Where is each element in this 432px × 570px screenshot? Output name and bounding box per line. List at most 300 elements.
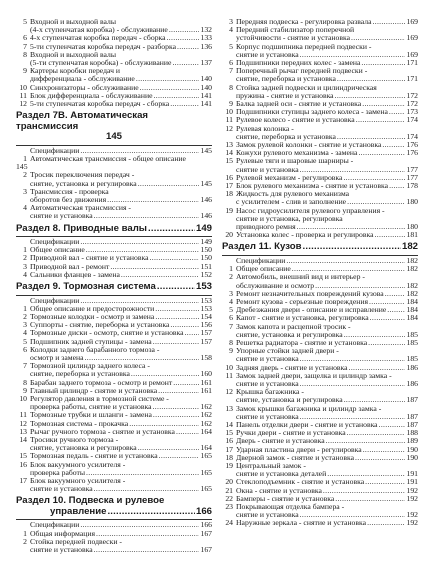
entry-number: 16: [225, 172, 233, 182]
entry-text: [236, 231, 418, 239]
entry-title: Подшипники ступицы заднего колеса - замена: [236, 107, 388, 117]
dot-leader: [358, 149, 405, 157]
section-page-number: 149: [195, 222, 212, 234]
entry-title: дифференциала - обслуживание: [30, 74, 135, 84]
page-number: 169: [406, 17, 418, 26]
entry-title: снятие и установка: [30, 545, 93, 555]
entry-number: 8: [23, 377, 27, 387]
toc-entry: [222, 347, 418, 363]
dot-leader: [107, 507, 195, 518]
page-number: 169: [406, 33, 418, 43]
entry-number: 7: [23, 361, 27, 371]
section-page-number: 153: [195, 281, 212, 293]
entry-number: 6: [23, 33, 27, 43]
toc-entry: [16, 271, 212, 279]
entry-title: Рулевая колонка -: [236, 123, 294, 133]
page-number: 187: [406, 395, 418, 405]
dot-leader: [361, 59, 405, 67]
entry-title: Сальники фланцев - замена: [30, 269, 120, 279]
entry-number: 2: [23, 170, 27, 180]
entry-number: 2: [23, 311, 27, 321]
dot-leader: [185, 329, 200, 337]
entry-title: Корпус подшипника передней подвески -: [236, 41, 372, 51]
entry-number: 3: [23, 320, 27, 330]
entry-title: Балка задней оси - снятие и установка: [236, 99, 362, 109]
toc-entry: [222, 26, 418, 42]
entry-title: Жидкость для рулевого механизма: [236, 189, 350, 199]
entry-title: 4-х ступенчатая коробка передач - сборка: [30, 33, 166, 43]
entry-title: пружина - снятие и установка: [236, 90, 334, 100]
entry-number: 10: [225, 362, 233, 372]
entry-number: 15: [19, 451, 27, 461]
entry-title: проверка работы: [30, 467, 86, 477]
entry-text: [30, 538, 212, 554]
page-number: 167: [200, 545, 212, 555]
page-number: 140: [200, 74, 212, 84]
entry-text: [30, 461, 212, 477]
entry-text: [236, 405, 418, 421]
page-number: 188: [406, 428, 418, 438]
entry-title: 5-ти ступенчатая коробка передач - разборка: [30, 41, 176, 51]
entry-title: Подшипники передних колес - замена: [236, 58, 361, 68]
entry-number: 1: [23, 245, 27, 255]
entry-number: 5: [229, 41, 233, 51]
dot-leader: [323, 487, 406, 495]
entry-text: [30, 188, 212, 204]
section-title: Раздел 8. Приводные валы: [16, 222, 147, 234]
entry-title: снятие и установка: [236, 411, 299, 421]
entry-text: [30, 271, 212, 279]
page-number: 141: [200, 90, 212, 100]
entry-title: Дребезжания двери - описание и исправление: [236, 305, 387, 315]
section-title: управление: [50, 505, 107, 517]
section-heading: [16, 224, 212, 235]
dot-leader: [80, 521, 199, 529]
dot-leader: [170, 100, 199, 108]
section-heading: [16, 111, 212, 143]
entry-text: [30, 51, 212, 67]
toc-entry: [222, 519, 418, 527]
entry-title: Решетка радиатора - снятие и установка: [236, 338, 368, 348]
page-number: 136: [200, 41, 212, 51]
dot-leader: [136, 75, 200, 83]
page-number: 192: [406, 518, 418, 528]
entry-title: снятие и установка: [30, 484, 93, 494]
entry-title: Ударная пластина двери - регулировка: [236, 444, 362, 454]
page-number: 164: [200, 426, 212, 436]
page-number: 161: [200, 385, 212, 395]
dot-leader: [94, 485, 200, 493]
page-number: 160: [200, 369, 212, 379]
toc-entry: [222, 84, 418, 100]
section-title: Раздел 11. Кузов: [222, 241, 302, 253]
section-title-line: [16, 507, 212, 518]
dot-leader: [300, 380, 406, 388]
entry-title: Дверной замок - снятие и установка: [236, 452, 355, 462]
page-number: 192: [406, 485, 418, 495]
entry-title: Блок рулевого механизма - снятие и установка: [236, 181, 389, 191]
entry-text: [236, 125, 418, 141]
page-number: 152: [200, 269, 212, 279]
entry-text: [30, 67, 212, 83]
entry-title: снятие и установка: [236, 354, 299, 364]
entry-number: 16: [19, 459, 27, 469]
entry-title: Входной и выходной валы: [30, 49, 117, 59]
dot-leader: [155, 305, 199, 313]
entry-title: Главный цилиндр - снятие и установка: [30, 385, 158, 395]
entry-title: Барабан заднего тормоза - осмотр и ремонт: [30, 377, 173, 387]
entry-number: 7: [229, 66, 233, 76]
page-number: 164: [200, 443, 212, 453]
entry-title: Регулятор давления в тормозной системе -: [30, 394, 169, 404]
entry-title: Рулевое колесо - снятие и установка: [236, 115, 355, 125]
page-number: 171: [406, 58, 418, 68]
entry-title: Ремонт кузова - серьезные повреждения: [236, 297, 369, 306]
dot-leader: [177, 43, 199, 51]
dot-leader: [153, 338, 200, 346]
entry-line: [30, 212, 212, 220]
entry-title: (5-ти ступенчатая коробка) - обслуживание: [30, 58, 172, 68]
entry-title: Тормозной цилиндр заднего колеса -: [30, 361, 150, 371]
entry-title: Покрывающая отделка бампера -: [236, 502, 345, 512]
entry-title: Тросик переключения передач -: [30, 170, 135, 180]
entry-title: Дверь - снятие и установка: [236, 436, 325, 446]
entry-text: [16, 153, 212, 172]
entry-title: Стеклоподъемник - снятие и установка: [236, 477, 365, 487]
entry-number: 6: [23, 344, 27, 354]
entry-number: 1: [23, 153, 27, 163]
toc-entry: [222, 157, 418, 173]
toc-entry: [16, 204, 212, 220]
entry-number: 20: [225, 477, 233, 487]
toc-entry: [222, 43, 418, 59]
dot-leader: [335, 495, 405, 503]
entry-title: Приводной вал - снятие и установка: [30, 253, 149, 263]
entry-text: [236, 190, 418, 206]
page-number: 171: [406, 74, 418, 84]
page-number: 165: [200, 467, 212, 477]
toc-entry: [222, 190, 418, 206]
entry-number: 19: [225, 461, 233, 471]
toc-right-column: [222, 18, 418, 528]
section-title-line: [222, 242, 418, 253]
entry-title: осмотр и замена: [30, 353, 84, 362]
entry-number: 8: [23, 49, 27, 59]
section-heading: [16, 282, 212, 293]
toc-entry: [16, 346, 212, 362]
entry-title: Ручки двери - снятие и установка: [236, 428, 346, 438]
toc-entry: [16, 67, 212, 83]
page-number: 153: [200, 303, 212, 313]
entry-title: снятие, установка и регулировка: [236, 395, 343, 405]
dot-leader: [303, 242, 401, 253]
entry-number: 13: [19, 426, 27, 436]
entry-title: устойчивости - снятие и установка: [236, 33, 350, 43]
entry-title: Бамперы - снятие и установка: [236, 493, 335, 503]
entry-text: [236, 372, 418, 388]
page-number: 149: [200, 237, 212, 247]
entry-text: [30, 436, 212, 452]
entry-number: 5: [23, 336, 27, 346]
page-number: 165: [200, 451, 212, 461]
entry-number: 13: [225, 140, 233, 150]
page-number: 180: [406, 197, 418, 207]
section-page-number: 145: [105, 131, 122, 143]
entry-title: Общее описание: [30, 245, 85, 255]
toc-entry: [16, 171, 212, 187]
entry-title: Спецификации: [236, 255, 286, 265]
entry-number: 4: [23, 328, 27, 338]
toc-entry: [222, 323, 418, 339]
dot-leader: [110, 263, 199, 271]
dot-leader: [150, 254, 200, 262]
dot-leader: [370, 314, 406, 322]
entry-title: Синхронизаторы - обслуживание: [30, 82, 139, 92]
entry-number: 11: [225, 115, 233, 125]
entry-title: Общая информация: [30, 528, 96, 538]
dot-leader: [121, 271, 200, 279]
page-number: 146: [200, 211, 212, 221]
entry-number: 21: [225, 485, 233, 495]
entry-number: 17: [225, 181, 233, 191]
entry-text: [236, 347, 418, 363]
dot-leader: [365, 478, 405, 486]
entry-title: (4-х ступенчатая коробка) - обслуживание: [30, 25, 168, 35]
entry-text: [236, 273, 418, 289]
page-number: 190: [406, 444, 418, 454]
toc-entry: [222, 503, 418, 519]
toc-left-column: [16, 18, 212, 554]
entry-title: Кожухи рулевого механизма - замена: [236, 148, 358, 158]
page-number: 158: [200, 353, 212, 362]
dot-leader: [157, 282, 195, 293]
entry-title: снятие, установка и регулировка: [236, 329, 343, 339]
entry-title: Автомобиль, внешний вид и интерьер -: [236, 272, 365, 282]
entry-number: 17: [225, 444, 233, 454]
entry-title: Насос гидроусилителя рулевого управления -: [236, 205, 385, 215]
toc-entry: [222, 125, 418, 141]
toc-entry: [222, 207, 418, 232]
page-number: 186: [406, 379, 418, 389]
entry-title: Тормозные диски - осмотр, снятие и установка: [30, 328, 184, 338]
entry-title: Рулевые тяги и шаровые шарниры -: [236, 156, 354, 166]
section-title: Раздел 7В. Автоматическая трансмиссия: [16, 110, 149, 132]
entry-title: Ремонт незначительных повреждений кузова: [236, 288, 384, 298]
entry-title: Тормозные колодки - осмотр и замена: [30, 311, 155, 321]
toc-entry: [16, 395, 212, 411]
section-page-number: 166: [195, 505, 212, 517]
entry-title: Крышка багажника -: [236, 387, 304, 397]
entry-title: Стойка передней подвески -: [30, 536, 122, 546]
entry-number: 12: [225, 387, 233, 397]
page-number: 187: [406, 420, 418, 430]
entry-text: [30, 171, 212, 187]
entry-title: снятие, переборка и установка: [30, 369, 130, 379]
page-number: 150: [200, 245, 212, 255]
entry-number: 10: [19, 394, 27, 404]
dot-leader: [385, 290, 406, 298]
entry-number: 14: [19, 435, 27, 445]
page-number: 191: [406, 469, 418, 479]
entry-title: Блок вакуумного усилителя -: [30, 459, 126, 469]
entry-number: 10: [19, 82, 27, 92]
entry-number: 11: [225, 370, 233, 380]
page-number: 145: [200, 178, 212, 188]
entry-text: [236, 43, 418, 59]
dot-leader: [138, 180, 200, 188]
entry-title: Упорные стойки задней двери -: [236, 346, 339, 356]
entry-text: [236, 323, 418, 339]
section-title: Раздел 9. Тормозная система: [16, 281, 156, 293]
entry-number: 14: [225, 148, 233, 158]
toc-entry: [16, 155, 212, 171]
dot-leader: [94, 212, 200, 220]
entry-title: обслуживание и осмотр: [236, 280, 315, 290]
entry-number: 12: [225, 123, 233, 133]
toc-entry: [16, 477, 212, 493]
entry-number: 9: [229, 346, 233, 356]
entry-number: 9: [23, 66, 27, 76]
page-number: 174: [406, 115, 418, 125]
page-number: 185: [406, 338, 418, 348]
entry-title: снятие и установка: [30, 211, 93, 221]
page-number: 145: [200, 145, 212, 155]
entry-line: [30, 271, 212, 279]
entry-number: 4: [229, 297, 233, 306]
entry-title: Замок задней двери, защелка и цилиндр замка -: [236, 370, 392, 380]
dot-leader: [367, 519, 405, 527]
page-number: 166: [200, 520, 212, 530]
entry-number: 14: [225, 420, 233, 430]
dot-leader: [389, 108, 406, 116]
entry-number: 10: [225, 107, 233, 117]
page-number: 167: [200, 528, 212, 538]
entry-title: Поперечный рычаг передней подвески -: [236, 66, 368, 76]
entry-number: 4: [23, 269, 27, 279]
dot-leader: [373, 18, 406, 26]
entry-title: Центральный замок -: [236, 461, 306, 471]
entry-title: Спецификации: [30, 520, 80, 530]
entry-text: [236, 519, 418, 527]
page-number: 180: [406, 222, 418, 232]
entry-title: снятие, переборка и установка: [236, 74, 336, 84]
entry-title: снятие, установка и регулировка: [30, 178, 137, 188]
page-number: 172: [406, 90, 418, 100]
entry-title: оборотов без движения: [30, 194, 107, 204]
entry-text: [30, 395, 212, 411]
page-number: 190: [406, 452, 418, 462]
entry-number: 11: [19, 410, 27, 420]
page-number: 154: [200, 311, 212, 321]
page-number: 184: [406, 305, 418, 315]
entry-title: Блок вакуумного усилителя -: [30, 476, 126, 486]
page-number: 185: [406, 329, 418, 339]
page-number: 174: [406, 131, 418, 141]
dot-leader: [80, 238, 199, 246]
page-number: 186: [406, 362, 418, 372]
section-page-number: 182: [401, 241, 418, 253]
page-number: 182: [406, 255, 418, 265]
entry-line: [30, 155, 212, 163]
entry-title: Тормозные трубки и шланги - замена: [30, 410, 152, 420]
dot-leader: [363, 446, 406, 454]
page-number: 140: [200, 82, 212, 92]
page-number: 172: [406, 99, 418, 109]
entry-title: Приводной вал - ремонт: [30, 261, 110, 271]
entry-title: Входной и выходной валы: [30, 17, 117, 26]
toc-entry: [16, 188, 212, 204]
dot-leader: [153, 403, 200, 411]
entry-text: [236, 67, 418, 83]
dot-leader: [176, 428, 200, 436]
page-number: 173: [406, 107, 418, 117]
page-number: 137: [200, 58, 212, 68]
entry-number: 1: [23, 528, 27, 538]
entry-line: [236, 519, 418, 527]
entry-number: 18: [225, 452, 233, 462]
toc-entry: [222, 231, 418, 239]
entry-text: [30, 18, 212, 34]
toc-entry: [16, 100, 212, 108]
entry-title: Рулевой механизм - регулировка: [236, 172, 343, 182]
entry-text: [236, 462, 418, 478]
page-number: 178: [406, 181, 418, 191]
dot-leader: [387, 306, 405, 314]
entry-text: [30, 100, 212, 108]
section-heading: [16, 496, 212, 517]
toc-entry: [16, 436, 212, 452]
entry-text: [236, 157, 418, 173]
entry-number: 9: [229, 99, 233, 109]
entry-title: Автоматическая трансмиссия - общее описание: [30, 153, 186, 163]
page-number: 133: [200, 33, 212, 43]
entry-title: снятие, переборка и установка: [236, 131, 336, 141]
entry-title: Общее описание и предосторожности: [30, 303, 155, 313]
page-number: 153: [200, 295, 212, 305]
entry-title: 5-ти ступенчатая коробка передач - сборка: [30, 99, 170, 109]
section-title: Раздел 10. Подвеска и рулевое: [16, 495, 165, 507]
entry-text: [236, 503, 418, 519]
dot-leader: [389, 182, 405, 190]
dot-leader: [356, 116, 406, 124]
toc-entry: [16, 18, 212, 34]
entry-number: 4: [23, 203, 27, 213]
entry-title: с усилителем - слив и заполнение: [236, 197, 347, 207]
page-number: 187: [406, 411, 418, 421]
entry-title: снятие и установка: [236, 164, 299, 174]
entry-title: Тросики ручного тормоза -: [30, 435, 119, 445]
entry-number: 7: [229, 321, 233, 331]
page-number: 146: [200, 194, 212, 204]
page-number: 150: [200, 253, 212, 263]
entry-title: Общее описание: [236, 264, 291, 274]
entry-title: проверка работы, снятие и установка: [30, 402, 152, 412]
entry-line: [30, 100, 212, 108]
entry-title: Передняя подвеска - регулировка развала: [236, 17, 372, 26]
dot-leader: [347, 429, 406, 437]
entry-text: [30, 362, 212, 378]
entry-title: Панель отделки двери - снятие и установка: [236, 420, 378, 430]
page-number: 169: [406, 49, 418, 59]
entry-number: 15: [225, 428, 233, 438]
entry-number: 9: [23, 385, 27, 395]
toc-entry: [222, 388, 418, 404]
entry-number: 17: [19, 476, 27, 486]
page-number: 176: [406, 148, 418, 158]
dot-leader: [173, 379, 199, 387]
entry-title: снятие, установка и регулировка: [30, 443, 137, 453]
toc-entry: [222, 462, 418, 478]
